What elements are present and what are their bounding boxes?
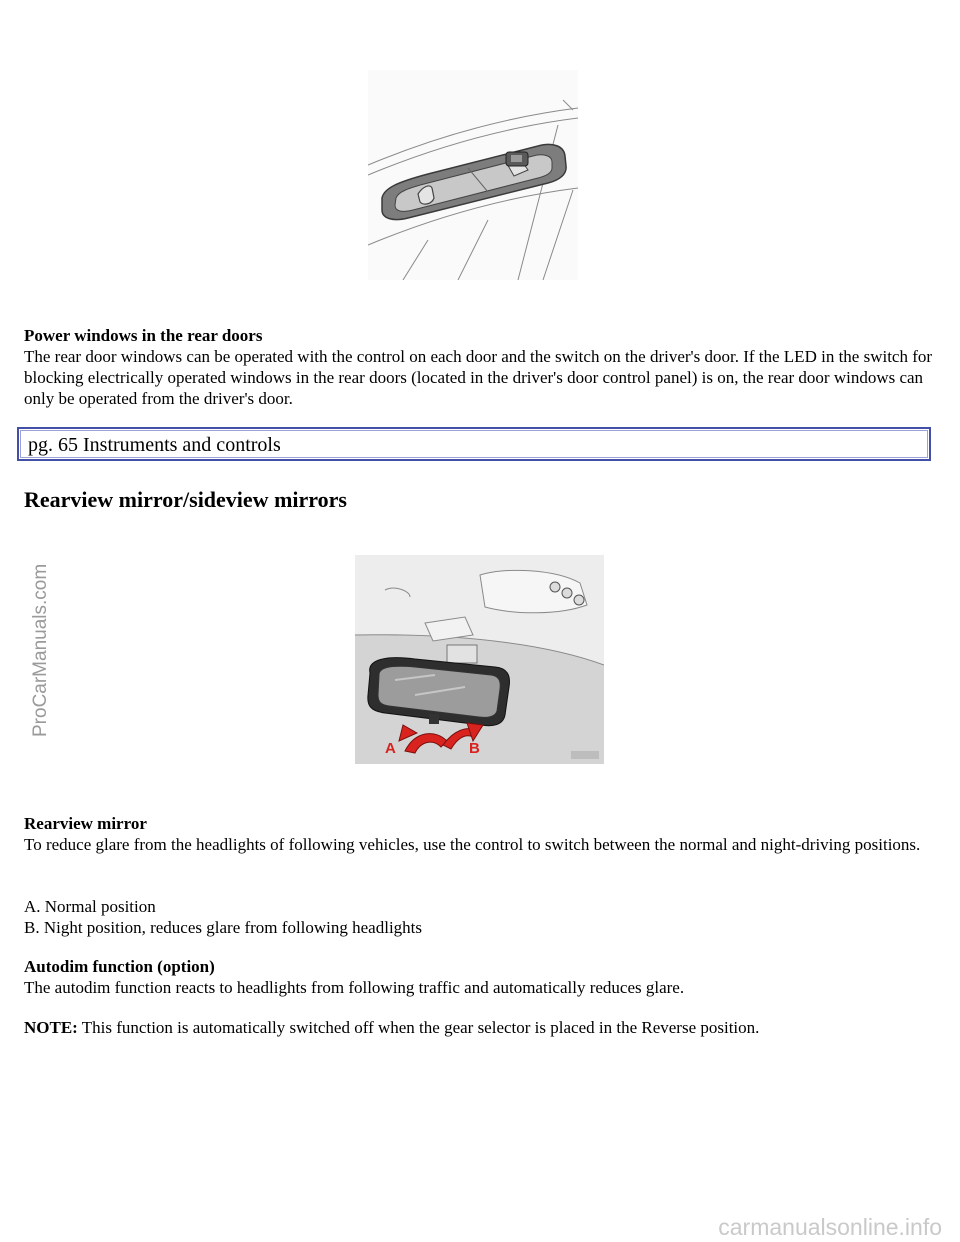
figure-label-a: A (385, 740, 396, 757)
rearview-mirror-illustration (355, 555, 604, 764)
bottom-watermark: carmanualsonline.info (718, 1214, 942, 1240)
side-watermark: ProCarManuals.com (30, 563, 51, 737)
note-paragraph (24, 1017, 936, 1038)
section-body-rearview-mirror: To reduce glare from the headlights of following vehicles, use the control to switch between the normal and night-driving positions. (24, 835, 921, 854)
page-header-bar (17, 427, 931, 461)
list-item-normal-position: A. Normal position (24, 897, 156, 916)
section-title-rearview-mirror: Rearview mirror (24, 814, 147, 833)
section-body-power-windows: The rear door windows can be operated with the control on each door and the switch on the driver's door. If the LED in the switch for blocking electrically operated windows in the rear doors (located in the driver's door control panel) is on, the rear door windows can only be operated from the driver's door. (24, 347, 933, 408)
list-item-night-position: B. Night position, reduces glare from following headlights (24, 918, 423, 937)
section-title-power-windows: Power windows in the rear doors (24, 326, 263, 345)
door-switch-illustration (368, 70, 578, 280)
page-header-label: pg. 65 Instruments and controls (28, 434, 281, 456)
figure-label-b: B (469, 740, 480, 757)
section-title-autodim: Autodim function (option) (24, 957, 215, 976)
section-body-autodim: The autodim function reacts to headlights from following traffic and automatically reduces glare. (24, 978, 685, 997)
note-label: NOTE: (24, 1018, 78, 1037)
note-body: This function is automatically switched off when the gear selector is placed in the Reverse position. (81, 1018, 760, 1037)
section-heading-mirrors: Rearview mirror/sideview mirrors (24, 487, 347, 512)
